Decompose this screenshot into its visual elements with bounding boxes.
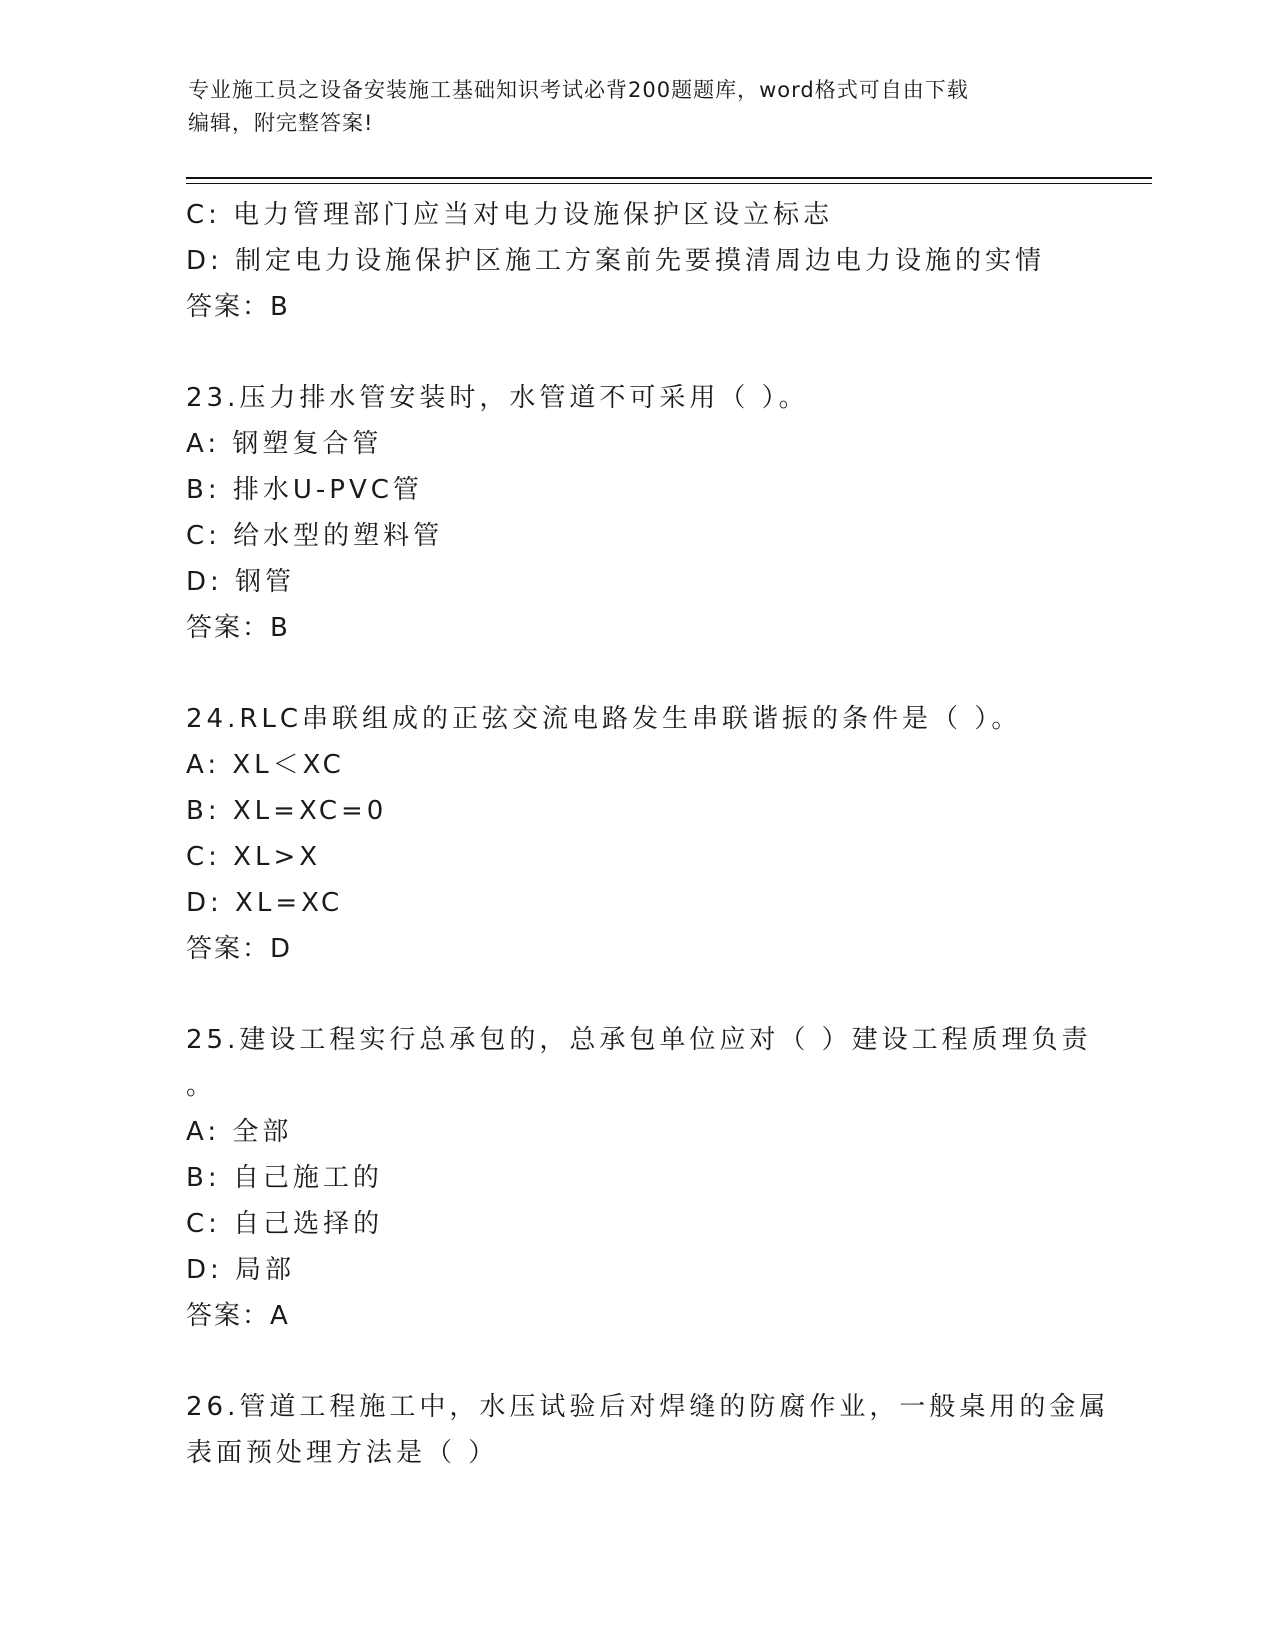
answer: 答案：D bbox=[186, 934, 293, 964]
option-d: D: 钢管 bbox=[186, 567, 296, 597]
option-a: A: XL＜XC bbox=[186, 750, 345, 780]
header-line-2: 编辑，附完整答案! bbox=[188, 111, 374, 135]
answer: 答案：B bbox=[186, 292, 290, 322]
answer: 答案：B bbox=[186, 613, 290, 643]
question-23 bbox=[186, 375, 1116, 651]
option-a: A: 钢塑复合管 bbox=[186, 429, 383, 459]
question-22-tail bbox=[186, 192, 1116, 330]
document-header bbox=[188, 74, 1088, 140]
question-stem: 24.RLC串联组成的正弦交流电路发生串联谐振的条件是（ ）。 bbox=[186, 704, 1022, 734]
option-c: C: 自己选择的 bbox=[186, 1209, 384, 1239]
option-d: D: XL=XC bbox=[186, 888, 344, 918]
question-stem-line-1: 26.管道工程施工中，水压试验后对焊缝的防腐作业，一般桌用的金属 bbox=[186, 1392, 1110, 1422]
option-c: C: 电力管理部门应当对电力设施保护区设立标志 bbox=[186, 200, 834, 230]
question-25 bbox=[186, 1017, 1116, 1339]
question-stem-line-2: 表面预处理方法是（ ） bbox=[186, 1438, 499, 1468]
question-stem-line-1: 25.建设工程实行总承包的，总承包单位应对（ ）建设工程质理负责 bbox=[186, 1025, 1092, 1055]
option-b: B: 排水U-PVC管 bbox=[186, 475, 423, 505]
header-divider-thin bbox=[186, 183, 1152, 184]
option-c: C: XL>X bbox=[186, 842, 322, 872]
option-b: B: 自己施工的 bbox=[186, 1163, 383, 1193]
option-d: D: 制定电力设施保护区施工方案前先要摸清周边电力设施的实情 bbox=[186, 246, 1046, 276]
question-stem-line-2: 。 bbox=[186, 1071, 217, 1101]
option-a: A: 全部 bbox=[186, 1117, 293, 1147]
answer: 答案：A bbox=[186, 1301, 290, 1331]
question-list bbox=[186, 192, 1116, 1476]
option-d: D: 局部 bbox=[186, 1255, 296, 1285]
question-26 bbox=[186, 1384, 1116, 1476]
question-24 bbox=[186, 696, 1116, 972]
option-c: C: 给水型的塑料管 bbox=[186, 521, 444, 551]
header-line-1: 专业施工员之设备安装施工基础知识考试必背200题题库，word格式可自由下载 bbox=[188, 78, 969, 102]
option-b: B: XL=XC=0 bbox=[186, 796, 388, 826]
question-stem: 23.压力排水管安装时，水管道不可采用（ ）。 bbox=[186, 383, 809, 413]
header-divider-thick bbox=[186, 177, 1152, 179]
